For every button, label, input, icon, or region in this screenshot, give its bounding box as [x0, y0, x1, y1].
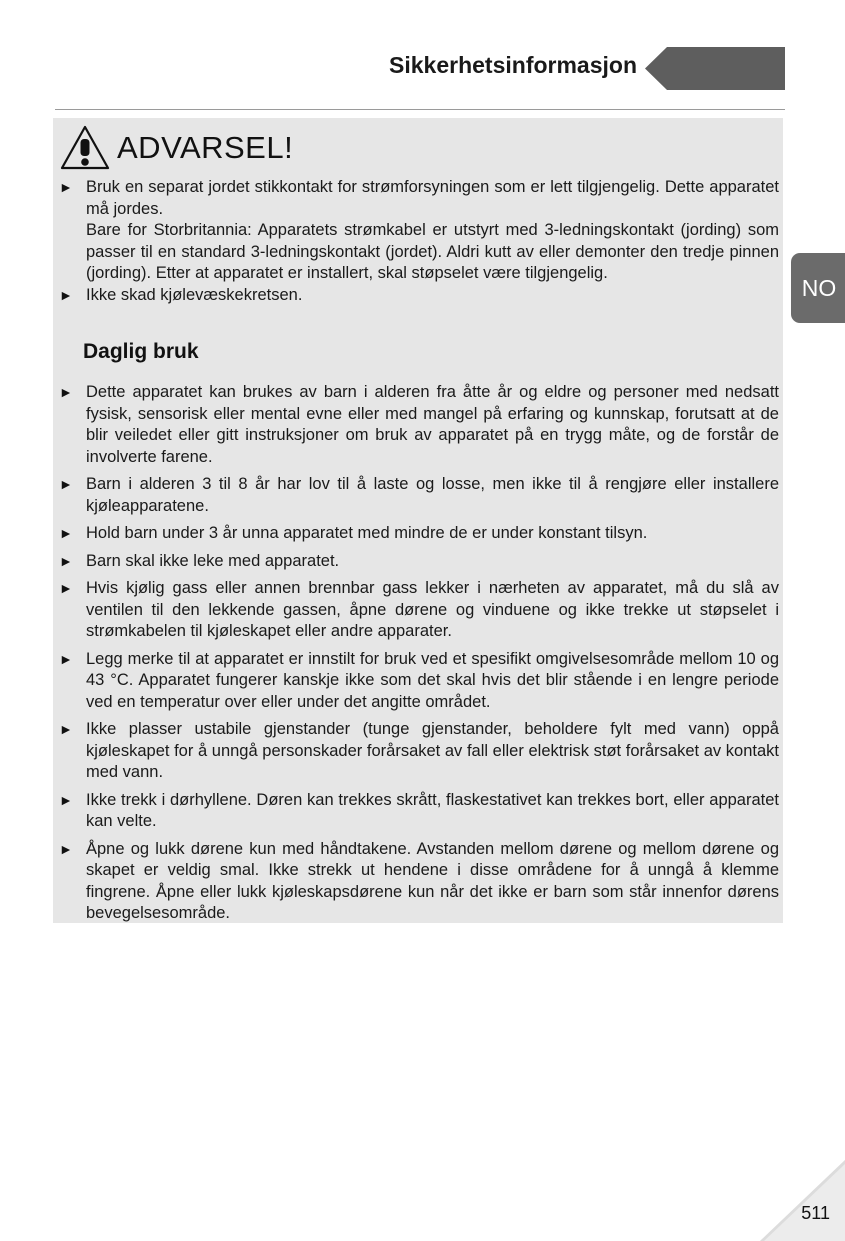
warning-list	[53, 177, 783, 306]
list-item-text: Bruk en separat jordet stikkontakt for strømforsyningen som er lett tilgjengelig. Dette apparatet må jordes.	[86, 178, 779, 218]
warning-title: ADVARSEL!	[117, 130, 294, 165]
bullet-arrow-icon: ►	[59, 840, 73, 857]
list-item	[53, 649, 783, 714]
header-tab-shape	[645, 47, 785, 90]
bullet-arrow-icon: ►	[59, 286, 73, 303]
list-item	[53, 719, 783, 784]
warning-title-row	[59, 124, 293, 172]
page-corner-fold	[760, 1160, 845, 1241]
list-item	[53, 790, 783, 833]
daily-use-heading: Daglig bruk	[83, 340, 199, 363]
list-item-text: Hold barn under 3 år unna apparatet med mindre de er under konstant tilsyn.	[86, 524, 648, 542]
list-item	[53, 177, 783, 285]
list-item	[53, 578, 783, 643]
list-item	[53, 839, 783, 925]
bullet-arrow-icon: ►	[59, 384, 73, 400]
section-title: Sikkerhetsinformasjon	[389, 52, 637, 78]
list-item	[53, 382, 783, 468]
daily-use-list	[53, 382, 783, 925]
list-item	[53, 474, 783, 517]
bullet-arrow-icon: ►	[59, 721, 73, 737]
language-tab	[791, 253, 845, 323]
list-item-text: Hvis kjølig gass eller annen brennbar gass lekker i nærheten av apparatet, må du slå av ventilen til den lekkende gassen, åpne dørene og vinduene og ikke trekke ut støpselet i strømkabelen til kjøleskapet eller andre apparater.	[86, 579, 779, 640]
header-divider	[55, 109, 785, 110]
bullet-arrow-icon: ►	[59, 525, 73, 541]
list-item-text: Legg merke til at apparatet er innstilt for bruk ved et spesifikt omgivelsesområde mellom 10 og 43 °C. Apparatet fungerer kanskje ikke som det skal hvis det blir stående i en lengre periode ved en temperatur over eller under det angitte området.	[86, 649, 779, 711]
list-item-text: Barn i alderen 3 til 8 år har lov til å laste og losse, men ikke til å rengjøre eller installere kjøleapparatene.	[86, 475, 779, 515]
warning-box	[53, 118, 783, 923]
bullet-arrow-icon: ►	[59, 580, 73, 596]
list-item	[53, 551, 783, 573]
list-item-text: Barn skal ikke leke med apparatet.	[86, 551, 340, 570]
warning-triangle-icon	[59, 124, 111, 172]
list-item	[53, 523, 783, 545]
list-item-text: Ikke skad kjølevæskekretsen.	[86, 285, 303, 304]
uk-note-text: Bare for Storbritannia: Apparatets strømkabel er utstyrt med 3-ledningskontakt (jording) som passer til en standard 3-ledningskontakt (jordet). Aldri kutt av eller demonter den tredje pinnen (jording). Etter at apparatet er installert, skal støpselet være tilgjengelig.	[86, 221, 779, 282]
list-item-text: Dette apparatet kan brukes av barn i alderen fra åtte år og eldre og personer med nedsatt fysisk, sensorisk eller mental evne eller med mangel på erfaring og kunnskap, forutsatt at de blir veiledet eller gitt instruksjoner om bruk av apparatet på en trygg måte, og de forstår de involverte farene.	[86, 383, 779, 466]
list-item-text: Ikke plasser ustabile gjenstander (tunge gjenstander, beholdere fylt med vann) oppå kjøleskapet for å unngå personskader forårsaket av fall eller elektrisk støt forårsaket av kontakt med vann.	[86, 720, 779, 781]
list-item-text: Ikke trekk i dørhyllene. Døren kan trekkes skrått, flaskestativet kan trekkes bort, eller apparatet kan velte.	[86, 790, 779, 830]
bullet-arrow-icon: ►	[59, 179, 73, 195]
list-item	[53, 285, 783, 307]
bullet-arrow-icon: ►	[59, 791, 73, 808]
language-code: NO	[801, 274, 837, 301]
list-item-text: Åpne og lukk dørene kun med håndtakene. Avstanden mellom dørene og mellom dørene og skapet er veldig smal. Ikke strekk ut hendene i disse områdene for å unngå å klemme fingrene. Åpne eller lukk kjøleskapsdørene kun når det ikke er barn som står innenfor dørens bevegelsesområde.	[86, 839, 779, 922]
bullet-arrow-icon: ►	[59, 476, 73, 492]
bullet-arrow-icon: ►	[59, 552, 73, 569]
page-number: 511	[801, 1203, 830, 1223]
bullet-arrow-icon: ►	[59, 650, 73, 667]
